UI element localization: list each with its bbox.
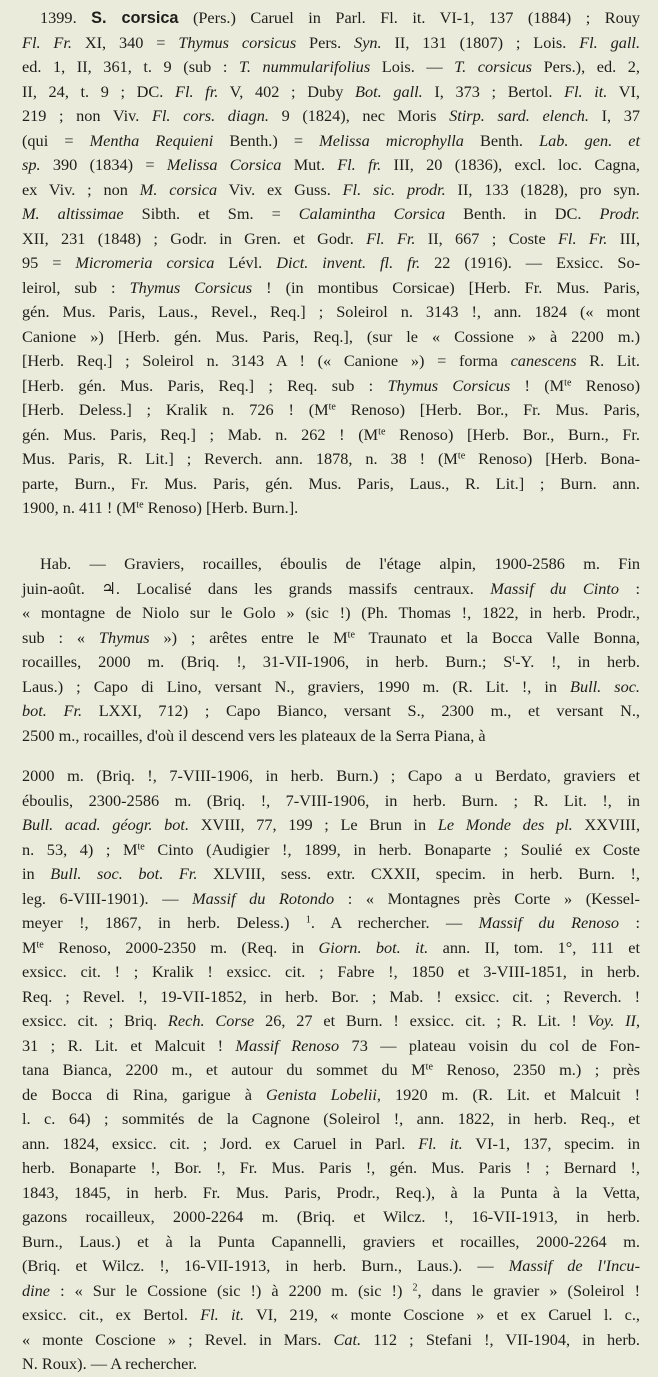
text-segment: XII, 231 (1848) ; Godr. in Gren. et Godr. — [22, 228, 367, 248]
text-segment: Burn., Laus.) et à la Punta Capannelli, graviers et rocailles, 2000-2264 m. — [22, 1231, 640, 1251]
text-segment: Renoso) [Herb. Bor., Burn., Fr. — [385, 424, 640, 444]
text-segment: Fl. it. — [564, 81, 608, 101]
text-line — [22, 31, 640, 56]
text-line — [22, 1254, 640, 1279]
text-segment: 2500 m., rocailles, d'où il descend vers les plateaux de la Serra Piana, à — [22, 725, 486, 745]
text-segment: ann. 1824, exsicc. cit. ; Jord. ex Caruel in Parl. — [22, 1133, 419, 1153]
text-segment: Calamintha Corsica — [298, 204, 446, 223]
text-segment: Bull. soc. bot. Fr. — [50, 864, 198, 883]
text-segment: Renoso) [Herb. Bor., Fr. Mus. Paris, — [335, 400, 641, 419]
text-segment: te — [425, 1061, 433, 1073]
text-line — [22, 838, 640, 863]
text-segment: Benth. — [463, 130, 540, 150]
text-segment: Bull. acad. géogr. bot. — [22, 815, 190, 834]
text-segment: (Pers.) Caruel in Parl. — [178, 8, 381, 27]
text-segment: ») ; arêtes entre le M — [149, 627, 348, 647]
text-segment: II, 24, t. 9 ; DC. — [22, 81, 175, 101]
text-segment: Renoso, 2000-2350 m. (Req. in — [43, 937, 319, 957]
text-segment: . A rechercher. — — [310, 913, 479, 932]
text-segment: Rech. Corse — [167, 1011, 255, 1030]
text-segment: Renoso) [Herb. Burn.]. — [143, 498, 299, 517]
text-segment: Pers. — [296, 32, 355, 52]
text-segment: exsicc. cit. ! ; Kralik ! exsicc. cit. ; Fabre !, 1850 et 3-VIII-1851, in herb. — [22, 962, 640, 981]
text-segment: 95 = — [22, 253, 76, 272]
text-segment: , — [635, 1011, 641, 1030]
text-segment: 1 — [305, 914, 311, 926]
text-line — [22, 227, 640, 252]
text-segment: Massif du Rotondo — [192, 888, 335, 908]
text-segment: , 1920 m. (R. Lit. et Malcuit ! — [376, 1084, 640, 1104]
text-segment: Cat. — [333, 1329, 362, 1349]
text-segment: Benth.) = — [213, 130, 320, 150]
text-segment: M. corsica — [139, 179, 218, 199]
text-segment: (Briq. et Wilcz. !, 16-VII-1913, in herb. Burn., Laus.). — — [22, 1256, 509, 1275]
text-line — [22, 202, 640, 227]
text-line — [22, 887, 640, 912]
text-segment: Fl. fr. — [337, 155, 382, 174]
text-segment: Bot. gall. — [355, 81, 423, 101]
text-segment: III, — [607, 228, 641, 248]
text-line — [22, 862, 640, 887]
text-segment: : « Sur le Cossione (sic !) à 2200 m. (sic !) — [50, 1280, 413, 1300]
text-line — [22, 1083, 640, 1108]
text-line — [22, 960, 640, 985]
text-segment: in — [22, 864, 51, 883]
text-segment: Lévl. — [214, 253, 277, 272]
text-segment: tana Bianca, 2200 m., et autour du sommet du M — [22, 1060, 426, 1079]
text-segment: 9 (1824), nec Moris — [268, 106, 450, 125]
text-segment: Renoso, 2350 m.) ; près — [432, 1060, 640, 1079]
text-segment: gén. Mus. Paris, Laus., Revel., Req.] ; Soleirol n. 3143 !, ann. 1824 (« mont — [22, 302, 640, 321]
text-segment: [Herb. Req.] ; Soleirol n. 3143 A ! (« Canione ») = forma — [22, 351, 511, 370]
text-segment: de Bocca di Rina, garigue à — [22, 1084, 267, 1104]
habitat-paragraph — [22, 552, 640, 748]
text-segment: [Herb. gén. Mus. Paris, Req.] ; Req. sub : — [22, 375, 388, 395]
text-segment: Fl. fr. — [175, 81, 219, 101]
text-segment: leg. 6-VIII-1901). — — [22, 888, 193, 908]
text-line — [22, 985, 640, 1010]
text-segment: XI, 340 = — [71, 32, 179, 52]
text-segment: sub : « — [22, 627, 99, 647]
text-line — [22, 178, 640, 203]
text-segment: : — [619, 578, 640, 598]
text-line — [22, 423, 640, 448]
text-segment: T. nummularifolius — [239, 57, 371, 76]
text-segment: herb. Bonaparte !, Bor. !, Fr. Mus. Paris !, gén. Mus. Paris ! ; Bernard !, — [22, 1158, 640, 1177]
text-segment: canescens — [510, 351, 577, 370]
text-segment: Laus.) ; Capo di Lino, versant N., graviers, 1990 m. (R. Lit. !, in — [22, 676, 571, 696]
text-line — [22, 300, 640, 325]
text-segment: Fl. it. — [200, 1305, 245, 1324]
synonymy-paragraph — [22, 6, 640, 521]
text-segment: sp. — [22, 155, 41, 174]
text-line — [22, 447, 640, 472]
text-line — [22, 577, 640, 602]
text-segment: bot. Fr. — [22, 701, 83, 720]
text-segment: « monte Coscione » ; Revel. in Mars. — [22, 1329, 334, 1349]
text-segment: Mus. Paris, R. Lit.] ; Reverch. ann. 1878, n. 38 ! (M — [22, 449, 458, 468]
text-segment: R. Lit. — [576, 351, 640, 370]
text-line — [22, 276, 640, 301]
text-segment: ex Viv. ; non — [22, 179, 140, 199]
text-segment: l. c. 64) ; sommités de la Cagnone (Soleirol !, ann. 1822, in herb. Req., et — [22, 1109, 640, 1128]
text-segment: VI-1, 137, specim. in — [462, 1133, 640, 1153]
text-segment: dine — [22, 1280, 51, 1300]
text-segment: ed. 1, II, 361, t. 9 (sub : — [22, 57, 240, 76]
text-segment: t — [512, 653, 516, 665]
text-line — [22, 1279, 640, 1304]
text-line — [22, 80, 640, 105]
text-segment: : — [619, 913, 640, 932]
text-segment: te — [347, 628, 355, 640]
text-segment: Fl. Fr. — [22, 32, 72, 52]
text-segment: LXXI, 712) ; Capo Bianco, versant S., 2300 m., et versant N., — [82, 701, 640, 720]
text-line — [22, 472, 640, 497]
text-line — [22, 349, 640, 374]
text-segment: 26, 27 et Burn. ! exsicc. cit. ; R. Lit. ! — [254, 1011, 588, 1030]
text-line — [22, 911, 640, 936]
text-segment: , dans le gravier » (Soleirol ! — [417, 1280, 640, 1300]
text-segment: Genista Lobelii — [266, 1084, 377, 1104]
text-line — [22, 813, 640, 838]
text-segment: Massif de l'Incu- — [508, 1256, 640, 1275]
text-segment: Viv. ex Guss. — [217, 179, 343, 199]
text-line — [22, 764, 640, 789]
text-segment: XLVIII, sess. extr. CXXII, specim. in herb. Burn. !, — [197, 864, 640, 883]
text-segment: V, 402 ; Duby — [218, 81, 356, 101]
text-segment: T. corsicus — [454, 57, 532, 76]
text-segment: XVIII, 77, 199 ; Le Brun in — [189, 815, 438, 834]
text-segment: n. 53, 4) ; M — [22, 839, 138, 859]
text-segment: Fl. sic. prodr. — [342, 179, 446, 199]
text-segment: Thymus Corsicus — [129, 277, 253, 297]
text-segment: III, 20 (1836), excl. loc. Cagna, — [381, 155, 640, 174]
text-segment: Mentha Requieni — [89, 130, 214, 150]
text-line — [22, 1205, 640, 1230]
text-segment: exsicc. cit., ex Bertol. — [22, 1305, 201, 1324]
text-line — [22, 724, 640, 749]
text-segment: « montagne de Niolo sur le Golo » (sic !) (Ph. Thomas !, 1822, in herb. Prodr., — [22, 603, 640, 622]
localities-paragraph — [22, 764, 640, 1377]
text-segment: ! (M — [510, 375, 565, 395]
text-segment: Micromeria corsica — [75, 253, 215, 272]
text-segment: Giorn. bot. it. — [318, 937, 429, 957]
text-segment: -Y. !, in herb. — [515, 652, 640, 671]
text-line — [22, 1328, 640, 1353]
text-segment: exsicc. cit. ; Briq. — [22, 1011, 168, 1030]
text-segment: Bull. soc. — [570, 676, 641, 696]
text-segment: Massif du Renoso — [478, 913, 620, 932]
text-segment: gén. Mus. Paris, Req.] ; Mab. n. 262 ! (M — [22, 424, 379, 444]
text-segment: 22 (1916). — Exsicc. So- — [420, 253, 641, 272]
text-segment: S. corsica — [91, 9, 179, 27]
text-segment: 1399. — [40, 8, 92, 27]
text-segment: Hab. — Graviers, rocailles, éboulis de l'étage alpin, 1900-2586 m. Fin — [40, 554, 640, 573]
text-segment: Req. ; Revel. !, 19-VII-1852, in herb. Bor. ; Mab. ! exsicc. cit. ; Reverch. ! — [22, 986, 640, 1006]
text-line — [22, 552, 640, 577]
text-segment: Massif Renoso — [235, 1035, 340, 1055]
text-segment: te — [136, 499, 144, 511]
text-line — [22, 1303, 640, 1328]
text-segment: gazons rocailleux, 2000-2264 m. (Briq. et Wilcz. !, 16-VII-1913, in herb. — [22, 1207, 640, 1226]
text-segment: ann. II, tom. 1°, 111 et — [428, 937, 641, 957]
text-segment: Renoso) — [571, 375, 640, 395]
text-segment: [Herb. Deless.] ; Kralik n. 726 ! (M — [22, 400, 329, 419]
text-segment: Prodr. — [599, 204, 640, 223]
text-segment: 2 — [412, 1281, 418, 1293]
text-segment: 219 ; non Viv. — [22, 106, 152, 125]
text-line — [22, 496, 640, 521]
text-line — [22, 1009, 640, 1034]
text-segment: Mut. — [281, 155, 338, 174]
text-line — [22, 1034, 640, 1059]
text-segment: Massif du Cinto — [490, 578, 620, 598]
text-line — [22, 55, 640, 80]
text-segment: rocailles, 2000 m. (Briq. !, 31-VII-1906, in herb. Burn.; S — [22, 652, 513, 671]
text-segment: Traunato et la Bocca Valle Bonna, — [354, 627, 640, 647]
text-line — [22, 129, 640, 154]
text-segment: Lois. — — [370, 57, 455, 76]
text-line — [22, 1107, 640, 1132]
text-segment: 2000 m. (Briq. !, 7-VIII-1906, in herb. Burn.) ; Capo a u Berdato, graviers et — [22, 766, 640, 785]
text-segment: I, 373 ; Bertol. — [422, 81, 565, 101]
text-segment: te — [137, 840, 145, 852]
text-line — [22, 789, 640, 814]
text-line — [22, 1132, 640, 1157]
text-segment: Thymus Corsicus — [387, 375, 511, 395]
text-line — [22, 1156, 640, 1181]
text-segment: Syn. — [354, 32, 382, 52]
text-segment: 73 — plateau voisin du col de Fon- — [339, 1035, 641, 1055]
text-line — [22, 626, 640, 651]
text-segment: Thymus corsicus — [178, 32, 297, 52]
text-line — [22, 374, 640, 399]
text-segment: te — [564, 376, 572, 388]
text-line — [22, 1352, 640, 1377]
text-segment: 390 (1834) = — [40, 155, 167, 174]
text-segment: Thymus — [98, 627, 150, 647]
text-segment: VI-1, 137 (1884) ; Rouy — [425, 8, 640, 27]
text-segment: Stirp. sard. elench. — [449, 106, 590, 125]
text-segment: leirol, sub : — [22, 277, 130, 297]
text-segment: parte, Burn., Fr. Mus. Paris, gén. Mus. Paris, Laus., R. Lit.] ; Burn. ann. — [22, 473, 640, 493]
text-line — [22, 699, 640, 724]
text-segment: Fl. it. — [380, 8, 426, 27]
text-segment: : « Montagnes près Corte » (Kessel- — [334, 888, 640, 908]
text-segment: Fl. it. — [418, 1133, 463, 1153]
text-line — [22, 104, 640, 129]
text-line — [22, 325, 640, 350]
text-segment: N. Roux). — A rechercher. — [22, 1354, 197, 1373]
text-line — [22, 6, 640, 31]
text-segment: M — [22, 937, 37, 957]
text-segment: éboulis, 2300-2586 m. (Briq. !, 7-VIII-1906, in herb. Burn. ; R. Lit. !, in — [22, 790, 640, 810]
text-line — [22, 936, 640, 961]
text-line — [22, 1230, 640, 1255]
text-segment: II, 131 (1807) ; Lois. — [381, 32, 580, 52]
text-segment: Dict. invent. fl. fr. — [276, 253, 421, 272]
text-line — [22, 398, 640, 423]
text-segment: meyer !, 1867, in herb. Deless.) — [22, 913, 306, 932]
text-line — [22, 650, 640, 675]
text-segment: te — [328, 401, 336, 413]
text-segment: II, 133 (1828), pro syn. — [445, 179, 641, 199]
text-segment: Melissa microphylla — [319, 130, 464, 150]
text-segment: I, 37 — [589, 106, 640, 125]
text-segment: (qui = — [22, 130, 90, 150]
text-segment: Fl. gall. — [579, 32, 641, 52]
text-segment: Voy. II — [587, 1011, 636, 1030]
text-segment: 31 ; R. Lit. et Malcuit ! — [22, 1035, 236, 1055]
text-segment: Renoso) [Herb. Bona- — [465, 449, 640, 468]
text-line — [22, 153, 640, 178]
text-segment: te — [36, 938, 44, 950]
text-segment: Pers.), ed. 2, — [531, 57, 640, 76]
text-segment: XXVIII, — [572, 815, 641, 834]
text-segment: 1900, n. 411 ! (M — [22, 498, 137, 517]
text-segment: M. altissimae — [22, 204, 124, 223]
text-segment: Sibth. et Sm. = — [123, 204, 299, 223]
text-segment: Lab. gen. et — [539, 130, 641, 150]
text-segment: VI, 219, « monte Coscione » et ex Caruel l. c., — [244, 1305, 640, 1324]
text-segment: ! (in montibus Corsicae) [Herb. Fr. Mus. Paris, — [252, 277, 640, 297]
text-segment: juin-août. ♃. Localisé dans les grands massifs centraux. — [22, 578, 491, 598]
text-segment: Benth. in DC. — [445, 204, 600, 223]
text-line — [22, 251, 640, 276]
text-segment: Canione ») [Herb. gén. Mus. Paris, Req.], (sur le « Cossione » à 2200 m.) — [22, 326, 640, 346]
text-segment: Cinto (Audigier !, 1899, in herb. Bonaparte ; Soulié ex Coste — [144, 839, 641, 859]
text-segment: VI, — [607, 81, 640, 101]
text-segment: Fl. cors. diagn. — [151, 106, 269, 125]
text-segment: Fl. Fr. — [366, 228, 416, 248]
text-segment: Le Monde des pl. — [437, 815, 573, 834]
text-line — [22, 601, 640, 626]
text-segment: te — [457, 450, 466, 462]
text-segment: II, 667 ; Coste — [415, 228, 558, 248]
text-segment: te — [378, 425, 386, 437]
text-line — [22, 675, 640, 700]
text-segment: 112 ; Stefani !, VII-1904, in herb. — [361, 1329, 641, 1349]
text-segment: Melissa Corsica — [166, 155, 282, 174]
text-line — [22, 1181, 640, 1206]
text-line — [22, 1058, 640, 1083]
text-segment: Fl. Fr. — [557, 228, 608, 248]
text-segment: 1843, 1845, in herb. Fr. Mus. Paris, Prodr., Req.), à la Punta à la Vetta, — [22, 1182, 640, 1202]
